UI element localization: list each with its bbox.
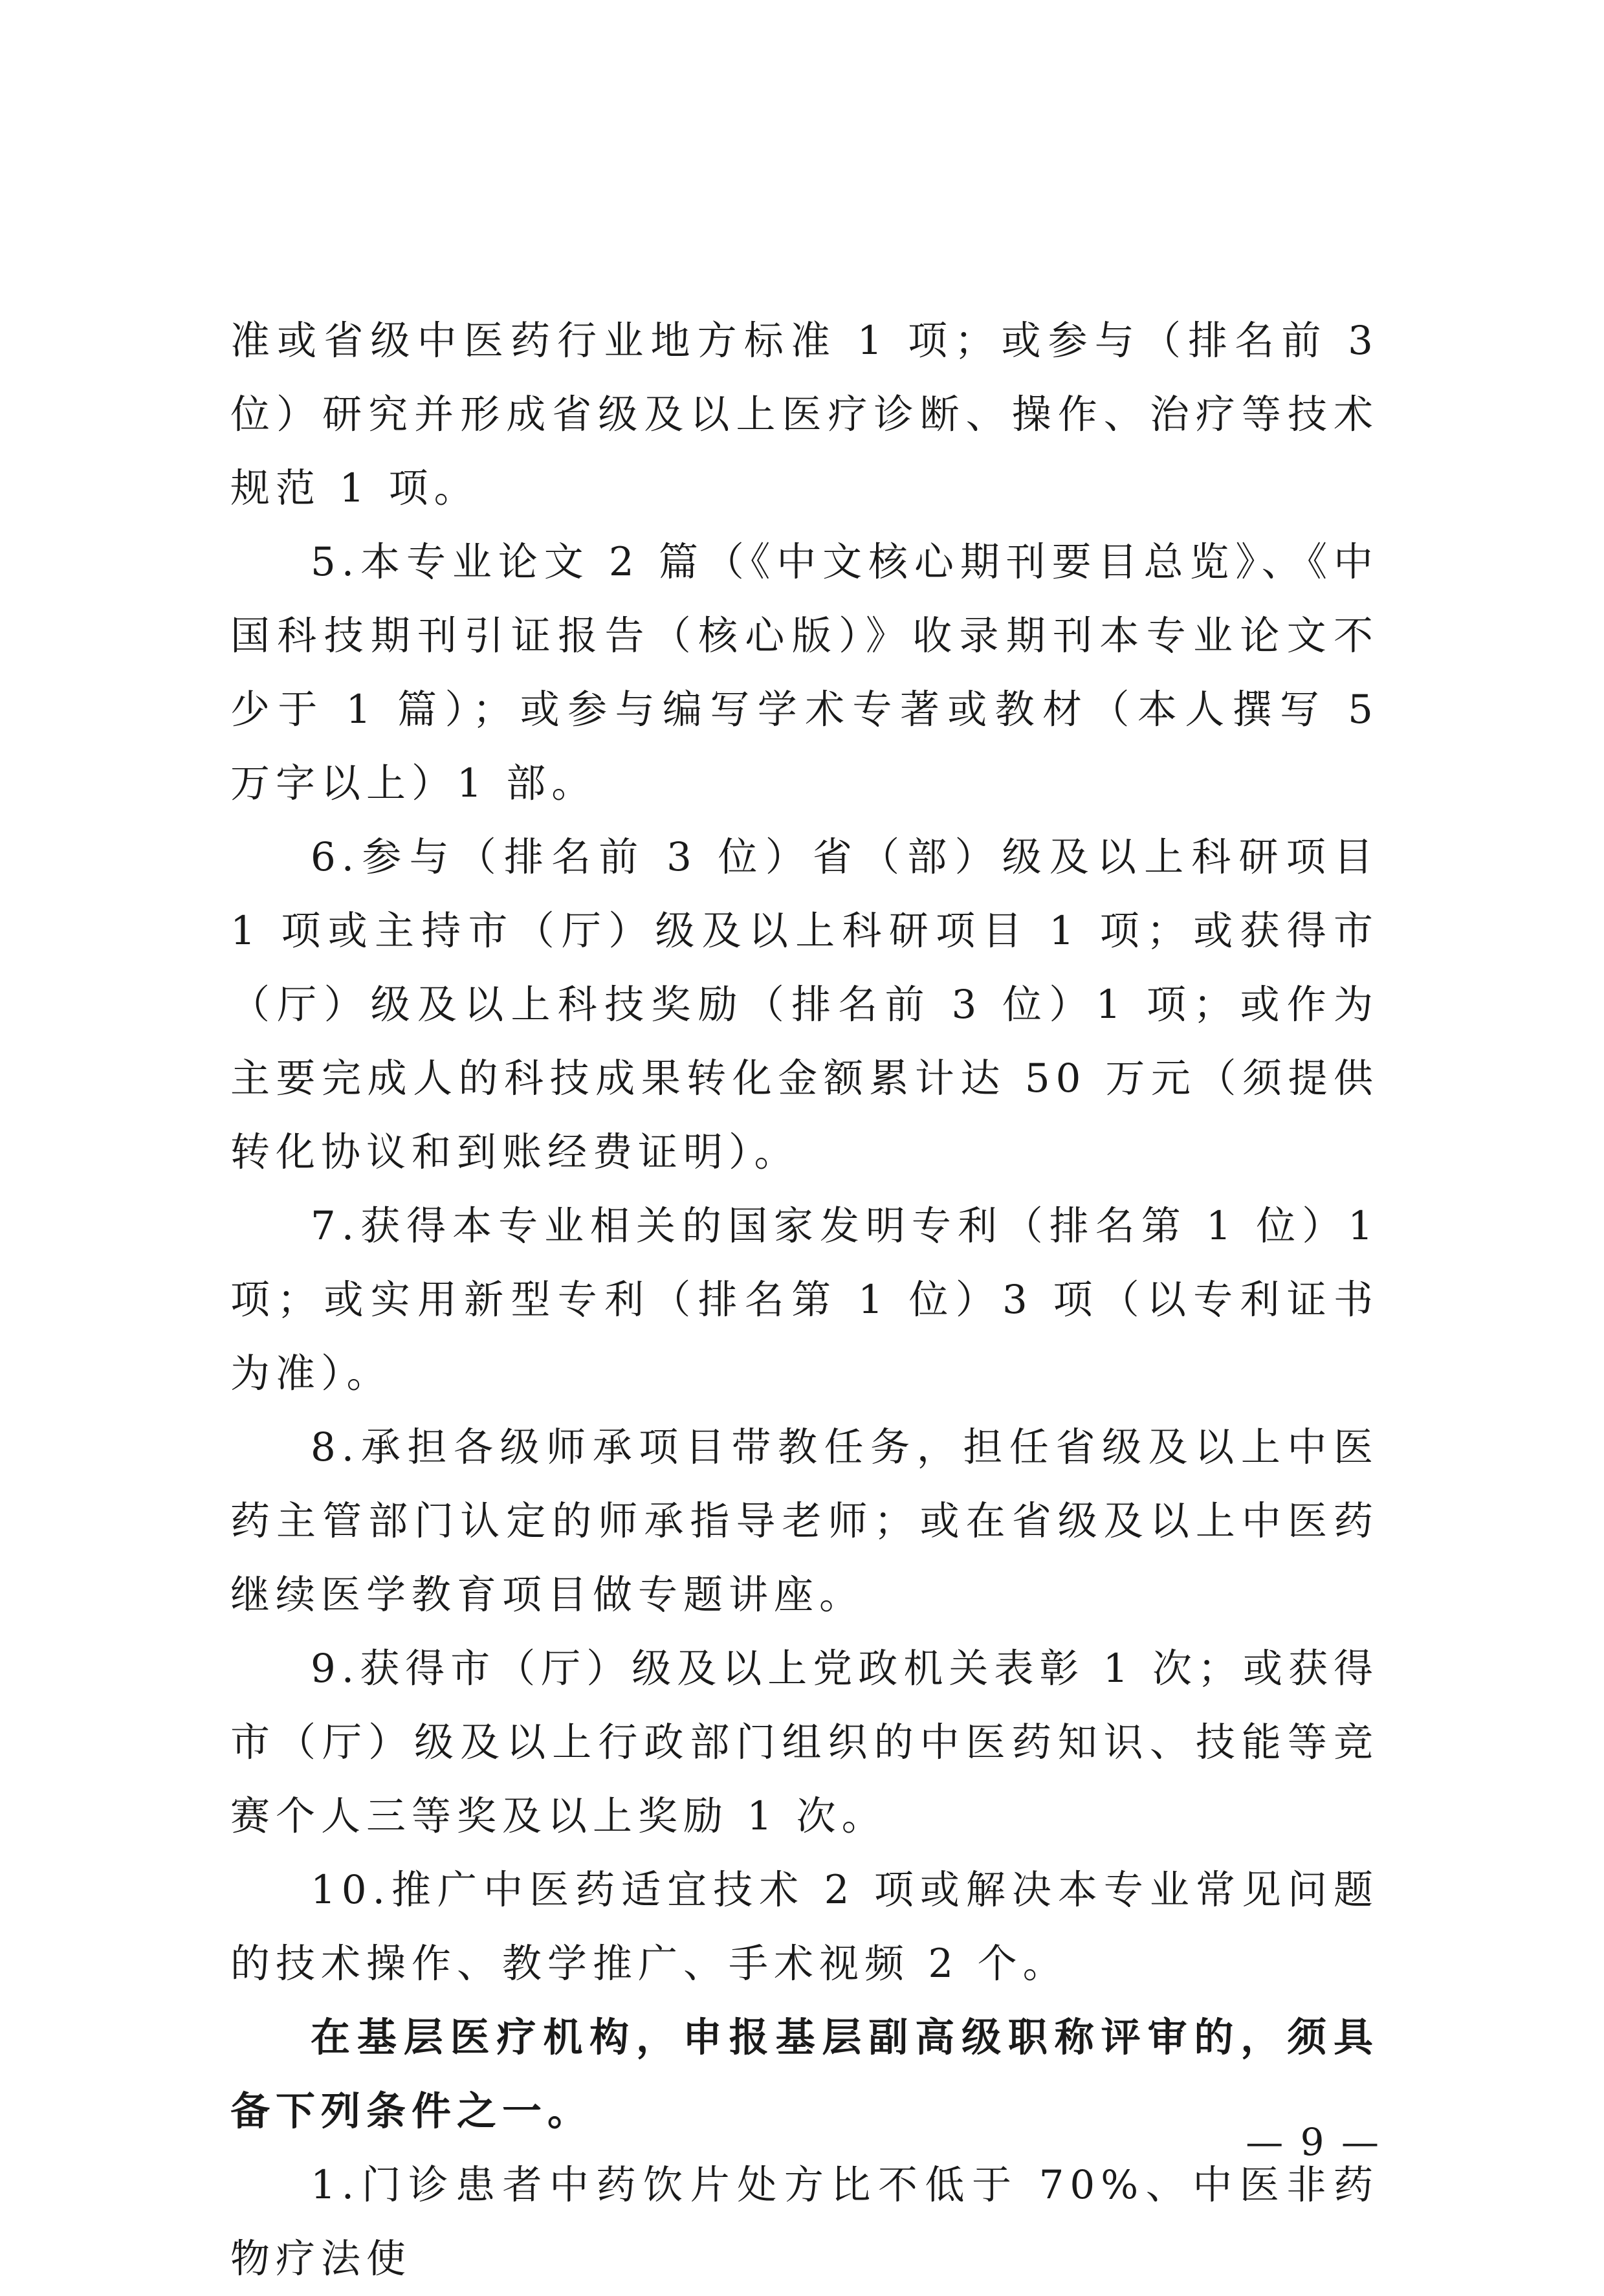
- paragraph-item-7: 7.获得本专业相关的国家发明专利（排名第 1 位）1 项；或实用新型专利（排名第 1 位）3 项（以专利证书为准）。: [230, 1203, 1379, 1396]
- page-number: — 9 —: [1246, 2120, 1381, 2164]
- paragraph-item-10: 10.推广中医药适宜技术 2 项或解决本专业常见问题的技术操作、教学推广、手术视频 2 个。: [230, 1867, 1379, 1987]
- paragraph-item-8: 8.承担各级师承项目带教任务，担任省级及以上中医药主管部门认定的师承指导老师；或在省级及以上中医药继续医学教育项目做专题讲座。: [230, 1424, 1379, 1618]
- paragraph-item-5: 5.本专业论文 2 篇（《中文核心期刊要目总览》、《中国科技期刊引证报告（核心版）》收录期刊本专业论文不少于 1 篇）；或参与编写学术专著或教材（本人撰写 5 万字以上）1 部。: [230, 539, 1379, 806]
- document-body: [230, 304, 1379, 2296]
- paragraph-item-9: 9.获得市（厅）级及以上党政机关表彰 1 次；或获得市（厅）级及以上行政部门组织的中医药知识、技能等竞赛个人三等奖及以上奖励 1 次。: [230, 1646, 1379, 1839]
- section-heading: 在基层医疗机构，申报基层副高级职称评审的，须具备下列条件之一。: [230, 2015, 1379, 2134]
- paragraph-continuation: 准或省级中医药行业地方标准 1 项；或参与（排名前 3 位）研究并形成省级及以上医疗诊断、操作、治疗等技术规范 1 项。: [230, 318, 1379, 511]
- paragraph-item-1: 1.门诊患者中药饮片处方比不低于 70%、中医非药物疗法使: [230, 2162, 1379, 2282]
- paragraph-item-6: 6.参与（排名前 3 位）省（部）级及以上科研项目 1 项或主持市（厅）级及以上科研项目 1 项；或获得市（厅）级及以上科技奖励（排名前 3 位）1 项；或作为主要完成人的科技成果转化金额累计达 50 万元（须提供转化协议和到账经费证明）。: [230, 834, 1379, 1175]
